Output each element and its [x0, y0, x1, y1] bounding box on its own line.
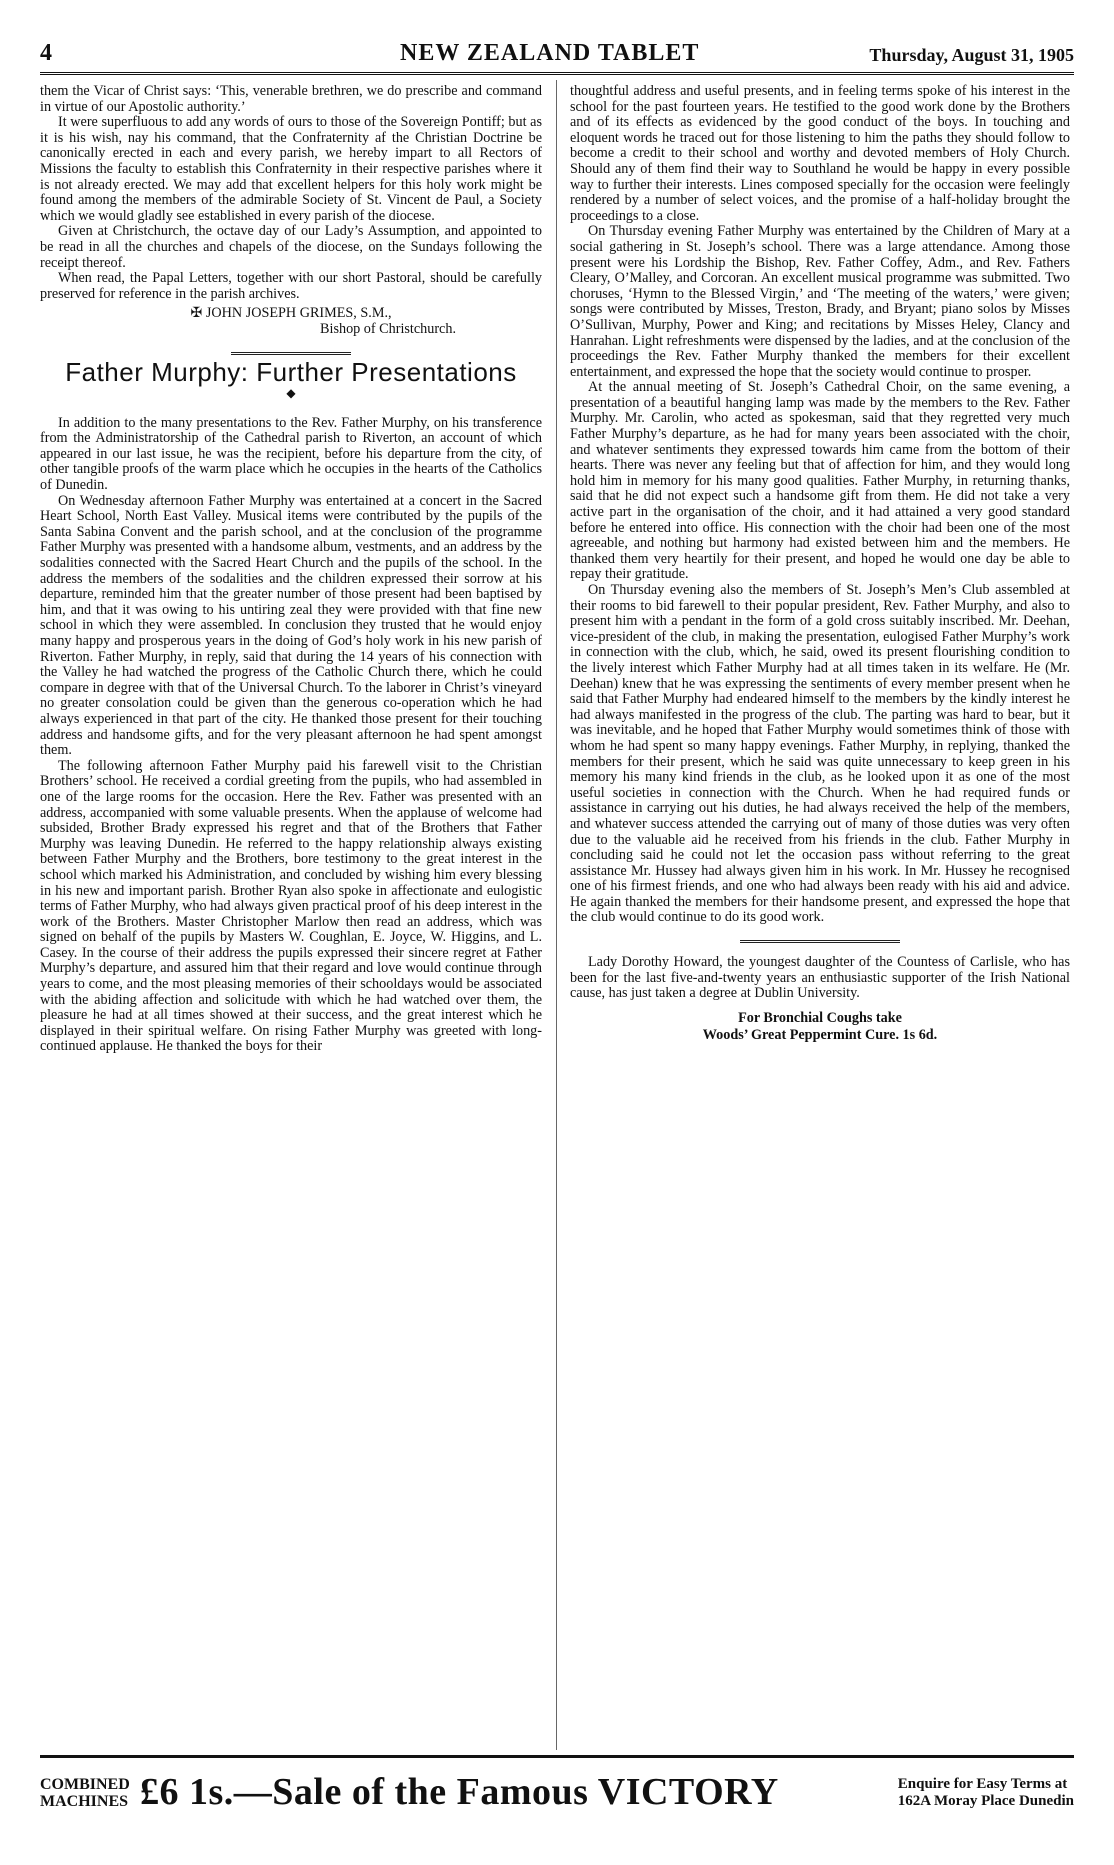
- right-column: [570, 84, 1070, 1044]
- news-item: Lady Dorothy Howard, the youngest daughter of the Countess of Carlisle, who has been for the last five-and-twenty years an enthusiastic supporter of the Irish National cause, has just taken a degree at Dublin University.: [570, 954, 1070, 1002]
- ad-headline: £6 1s.—Sale of the Famous VICTORY: [140, 1771, 779, 1813]
- page-number: 4: [40, 40, 52, 66]
- notice-line: For Bronchial Coughs take: [738, 1009, 902, 1026]
- bishop-title: Bishop of Christchurch.: [320, 320, 456, 337]
- cough-cure-notice: [570, 1010, 1070, 1044]
- issue-date: Thursday, August 31, 1905: [869, 45, 1074, 65]
- notice-line: Woods’ Great Peppermint Cure. 1s 6d.: [702, 1026, 938, 1043]
- column-divider: [556, 80, 557, 1750]
- footer-rule: [40, 1755, 1074, 1758]
- ad-enquire-line: 162A Moray Place Dunedin: [897, 1793, 1074, 1809]
- ad-enquire: [898, 1776, 1074, 1810]
- pastoral-paragraph: It were superfluous to add any words of ours to those of the Sovereign Pontiff; but as it is his wish, nay his command, that the Confraternity af the Christian Doctrine be canonically erected in each and every parish, we hereby impart to all Rectors of Missions the faculty to establish this Confraternity in their respective parishes where it is not already erected. We may add that excellent helpers for this holy work might be found among the members of the admirable Society of St. Vincent de Paul, a Society which we would gladly see established in every parish of the diocese.: [40, 114, 542, 224]
- ad-combined-line: COMBINED: [40, 1776, 130, 1793]
- pastoral-paragraph: them the Vicar of Christ says: ‘This, venerable brethren, we do prescribe and command in virtue of our Apostolic authority.’: [40, 83, 542, 115]
- footer-advertisement: [40, 1770, 1074, 1830]
- paper-name: NEW ZEALAND TABLET: [400, 40, 700, 66]
- pastoral-paragraph: When read, the Papal Letters, together with our short Pastoral, should be carefully preserved for reference in the parish archives.: [40, 270, 542, 302]
- section-rule: [740, 940, 900, 943]
- article-paragraph: The following afternoon Father Murphy paid his farewell visit to the Christian Brothers’ school. He received a cordial greeting from the pupils, who had assembled in one of the large rooms for the occasion. Here the Rev. Father was presented with an address, accompanied with some valuable presents. When the applause of welcome had subsided, Brother Brady expressed his regret and that of the Brothers that Father Murphy was leaving Dunedin. He referred to the happy relationship always existing between Father Murphy and the Brothers, bore testimony to the great interest in the school which marked his Administration, and concluded by wishing him every blessing in his new and important parish. Brother Ryan also spoke in affectionate and eulogistic terms of Father Murphy, who had always given practical proof of his deep interest in the work of the Brothers. Master Christopher Marlow then read an address, which was signed on behalf of the pupils by Masters W. Coughlan, E. Joyce, W. Higgins, and L. Casey. In the course of their address the pupils expressed their sincere regret at Father Murphy’s departure, and assured him that their regard and love would continue through years to come, and the most pleasing memories of their schooldays would be associated with the abiding affection and solicitude with which he had watched over them, the pleasure he had at all times showed at their success, and the great interest which he displayed in their spiritual welfare. On rising Father Murphy was greeted with long-continued applause. He thanked the boys for their: [40, 757, 542, 1055]
- masthead-rule: [40, 72, 1074, 75]
- article-paragraph: In addition to the many presentations to the Rev. Father Murphy, on his transference from the Administratorship of the Cathedral parish to Riverton, an account of which appeared in our last issue, he was the recipient, before his departure from the city, of other tangible proofs of the warm place which he occupies in the hearts of the Catholics of Dunedin.: [40, 414, 542, 494]
- article-paragraph: thoughtful address and useful presents, and in feeling terms spoke of his interest in the school for the past fourteen years. He testified to the good work done by the Brothers and of its effects as evidenced by the good conduct of the boys. In touching and eloquent words he traced out for those listening to him the paths they should follow to become a credit to their school and worthy and devoted members of Holy Church. Should any of them find their way to Southland he would be happy in every possible way to further their interests. Lines composed specially for the occasion were feelingly rendered by a number of select voices, and the promise of a half-holiday brought the proceedings to a close.: [570, 83, 1070, 224]
- title-ornament: ◆: [286, 386, 296, 401]
- article-paragraph: On Thursday evening also the members of St. Joseph’s Men’s Club assembled at their rooms to bid farewell to their popular president, Rev. Father Murphy, and also to present him with a pendant in the form of a gold cross suitably inscribed. Mr. Deehan, vice-president of the club, in making the presentation, eulogised Father Murphy’s work in connection with the club, which, he said, owed its present flourishing condition to the lively interest which Father Murphy had at all times taken in its welfare. He (Mr. Deehan) knew that he was expressing the sentiments of every member present when he said that Father Murphy had endeared himself to the members by the kindly interest he had always manifested in the progress of the club. The parting was hard to bear, but it was inevitable, and he hoped that Father Murphy would sometimes think of those with whom he had spent so many happy evenings. Father Murphy, in replying, thanked the members for their present, which he said was quite unnecessary to keep green in his memory his many kind friends in the club, as he looked upon it as one of the most useful societies in connection with the Church. When he had required funds or assistance in carrying out his duties, he had always received the help of the members, and whatever success attended the carrying out of many of those duties was very often due to the valuable aid he received from his friends in the club. Father Murphy in concluding said he could not let the occasion pass without referring to the great assistance Mr. Hussey had always given him in his work. In Mr. Hussey he recognised one of his firmest friends, and one who had always been ready with his aid and advice. He again thanked the members for their handsome present, and expressed the hope that the club would continue to do its good work.: [570, 582, 1070, 926]
- left-column: [40, 84, 542, 1055]
- article-paragraph: On Thursday evening Father Murphy was entertained by the Children of Mary at a social gathering in St. Joseph’s school. There was a large attendance. Among those present were his Lordship the Bishop, Rev. Father Coffey, Adm., and Rev. Fathers Cleary, O’Malley, and Corcoran. An excellent musical programme was submitted. Two choruses, ‘Hymn to the Blessed Virgin,’ and ‘The meeting of the waters,’ were given; songs were contributed by Misses, Treston, Brady, and Bryant; piano solos by Misses O’Sullivan, Murphy, Power and King; and recitations by Misses Heley, Clancy and Hanrahan. Light refreshments were dispensed by the ladies, and at the conclusion of the proceedings the Rev. Father Murphy thanked the members for their excellent entertainment, and expressed the hope that the society would continue to prosper.: [570, 223, 1070, 380]
- ad-enquire-line: Enquire for Easy Terms at: [897, 1776, 1068, 1792]
- ad-combined-line: MACHINES: [40, 1793, 129, 1810]
- article-paragraph: On Wednesday afternoon Father Murphy was entertained at a concert in the Sacred Heart School, North East Valley. Musical items were contributed by the pupils of the Santa Sabina Convent and the parish school, and at the conclusion of the programme Father Murphy was presented with a handsome album, vestments, and an address by the sodalities connected with the Sacred Heart Church and the pupils of the school. In the address the members of the sodalities and the children expressed their sorrow at his departure, reminded him that the greater number of those present had been baptised by him, and that it was owing to his untiring zeal they were provided with that fine new school in which they were assembled. In conclusion they trusted that he would enjoy many happy and prosperous years in the doing of God’s holy work in his new parish of Riverton. Father Murphy, in reply, said that during the 14 years of his connection with the Valley he had watched the progress of the Catholic Church there, which he could compare in degree with that of the Universal Church. To the laborer in Christ’s vineyard no greater consolation could be given than the generous co-operation which he had always experienced in that part of the city. He thanked those present for their touching address and handsome gifts, and for the very pleasant afternoon he had spent amongst them.: [40, 492, 542, 759]
- section-rule: [231, 352, 351, 355]
- bishop-signature: ✠ JOHN JOSEPH GRIMES, S.M.,: [190, 305, 392, 322]
- article-paragraph: At the annual meeting of St. Joseph’s Cathedral Choir, on the same evening, a presentation of a beautiful hanging lamp was made by the members to the Rev. Father Murphy. Mr. Carolin, who acted as spokesman, said that they regretted very much Father Murphy’s departure, as he had for many years been associated with the choir, and whatever sentiments they expressed towards him came from the bottom of their hearts. There was never any feeling but that of affection for him, and they would long hold him in memory for his many good qualities. Father Murphy, in returning thanks, said that he did not expect such a handsome gift from them. He did not take a very active part in the organisation of the choir, and it had attained a very good standard before he entered into office. His connection with the choir had been one of the most agreeable, and nothing but harmony had existed between him and the members. He thanked them very heartily for their present, and hoped he would one day be able to repay their gratitude.: [570, 379, 1070, 583]
- pastoral-paragraph: Given at Christchurch, the octave day of our Lady’s Assumption, and appointed to be read in all the churches and chapels of the diocese, on the Sundays following the receipt thereof.: [40, 223, 542, 271]
- article-title: Father Murphy: Further Presentations: [65, 356, 517, 387]
- ad-combined-machines: [40, 1776, 130, 1810]
- masthead: [40, 36, 1074, 76]
